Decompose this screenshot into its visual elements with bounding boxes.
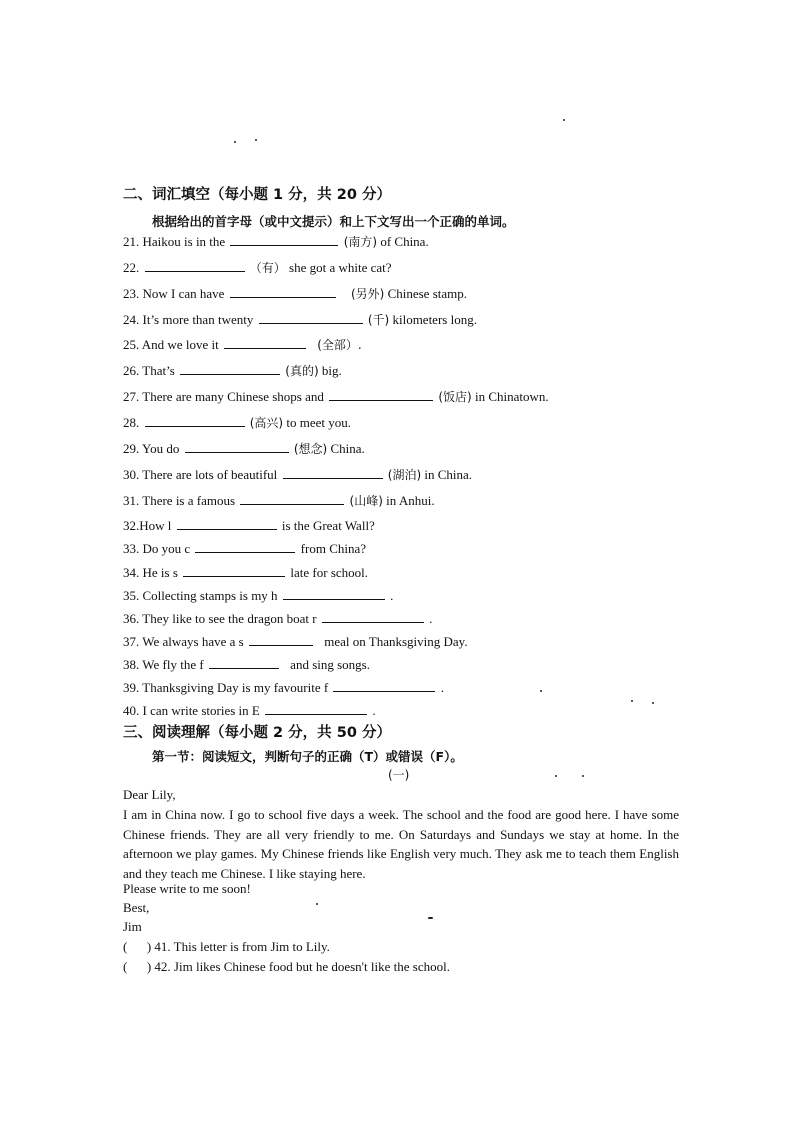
answer-blank[interactable] [145, 259, 245, 272]
question-23 [123, 285, 467, 303]
question-22 [123, 259, 392, 277]
question-text: . [429, 611, 433, 626]
question-text: 41. This letter is from Jim to Lily. [154, 939, 330, 954]
question-hint: (高兴) [249, 416, 284, 430]
question-text: . [440, 680, 444, 695]
question-text: kilometers long. [392, 312, 477, 327]
question-34 [123, 564, 368, 581]
section3-title: 三、阅读理解（每小题 2 分，共 50 分） [123, 725, 391, 741]
section2-instruction: 根据给出的首字母（或中文提示）和上下文写出一个正确的单词。 [152, 214, 515, 229]
answer-blank[interactable] [283, 466, 383, 479]
question-39 [123, 679, 444, 696]
question-text: of China. [380, 234, 429, 249]
answer-blank[interactable] [259, 311, 363, 324]
question-text: late for school. [290, 565, 369, 580]
letter-greeting: Dear Lily, [123, 787, 176, 802]
question-text: in Chinatown. [474, 389, 549, 404]
answer-blank[interactable] [322, 610, 424, 623]
question-text: 30. There are lots of beautiful [123, 467, 278, 482]
question-text: 35. Collecting stamps is my h [123, 588, 278, 603]
question-41 [123, 938, 330, 955]
section2-title: 二、词汇填空（每小题 1 分，共 20 分） [123, 187, 391, 203]
question-31 [123, 492, 435, 510]
answer-blank[interactable] [333, 679, 435, 692]
question-32 [123, 517, 375, 534]
question-hint: (真的) [285, 364, 319, 378]
question-text: 26. That’s [123, 363, 175, 378]
question-40 [123, 702, 376, 719]
question-33 [123, 540, 366, 557]
question-text: 40. I can write stories in E [123, 703, 260, 718]
question-hint: (湖泊) [387, 468, 422, 482]
question-text: . [390, 588, 394, 603]
question-text: 36. They like to see the dragon boat r [123, 611, 317, 626]
question-37 [123, 633, 468, 650]
scan-speck [563, 119, 565, 121]
answer-blank[interactable] [185, 440, 289, 453]
question-text: meal on Thanksgiving Day. [324, 634, 468, 649]
question-25 [123, 336, 362, 354]
letter-sign-off: Best, [123, 900, 150, 915]
question-text: to meet you. [286, 415, 352, 430]
question-text: in China. [424, 467, 473, 482]
question-text: 31. There is a famous [123, 493, 236, 508]
answer-blank[interactable] [224, 336, 306, 349]
letter-closing: Please write to me soon! [123, 881, 251, 896]
answer-blank[interactable] [249, 633, 313, 646]
question-text: and sing songs. [290, 657, 370, 672]
question-text: 29. You do [123, 441, 180, 456]
question-hint: (全部）. [317, 338, 362, 352]
question-text: . [372, 703, 376, 718]
question-text: 25. And we love it [123, 337, 219, 352]
question-42 [123, 958, 450, 975]
answer-blank[interactable] [177, 517, 277, 530]
question-28 [123, 414, 351, 432]
passage-number: (一) [388, 768, 410, 782]
answer-blank[interactable] [180, 362, 280, 375]
question-27 [123, 388, 549, 406]
scan-speck [555, 775, 557, 777]
answer-bracket[interactable]: ( ) [123, 939, 152, 954]
scan-speck [540, 690, 542, 692]
question-30 [123, 466, 472, 484]
scan-speck [316, 903, 318, 905]
answer-blank[interactable] [230, 233, 338, 246]
question-text: 39. Thanksgiving Day is my favourite f [123, 680, 329, 695]
question-text: in Anhui. [386, 493, 435, 508]
question-hint: (南方) [343, 235, 378, 249]
scan-speck [652, 702, 654, 704]
answer-blank[interactable] [145, 414, 245, 427]
answer-blank[interactable] [230, 285, 336, 298]
question-text: big. [321, 363, 342, 378]
answer-blank[interactable] [183, 564, 285, 577]
question-text: 23. Now I can have [123, 286, 225, 301]
scan-speck [428, 917, 433, 919]
question-text: she got a white cat? [289, 260, 392, 275]
letter-signature: Jim [123, 919, 142, 934]
section3-subtitle: 第一节：阅读短文，判断句子的正确（T）或错误（F）。 [152, 749, 463, 764]
scan-speck [631, 700, 633, 702]
question-text: 24. It’s more than twenty [123, 312, 254, 327]
answer-blank[interactable] [265, 702, 367, 715]
question-36 [123, 610, 432, 627]
question-24 [123, 311, 477, 329]
answer-blank[interactable] [329, 388, 433, 401]
question-text: is the Great Wall? [281, 518, 375, 533]
question-hint: (另外) [350, 287, 385, 301]
answer-blank[interactable] [209, 656, 279, 669]
question-text: 42. Jim likes Chinese food but he doesn't like the school. [154, 959, 450, 974]
question-hint: （有） [249, 261, 286, 275]
letter-body: I am in China now. I go to school five days a week. The school and the food are good here. I have some Chinese friends. They are all very friendly to me. On Saturdays and Sundays we stay at home. In the afternoon we play games. My Chinese friends like English very much. They ask me to teach them English and they teach me Chinese. I like staying here. [123, 807, 679, 881]
scan-speck [234, 141, 236, 143]
question-29 [123, 440, 365, 458]
question-text: 38. We fly the f [123, 657, 204, 672]
question-text: 27. There are many Chinese shops and [123, 389, 324, 404]
question-text: Chinese stamp. [387, 286, 467, 301]
question-text: from China? [300, 541, 367, 556]
question-text: 22. [123, 260, 140, 275]
question-hint: (饭店) [438, 390, 472, 404]
question-hint: (山峰) [349, 494, 383, 508]
answer-blank[interactable] [195, 540, 295, 553]
question-35 [123, 587, 393, 604]
question-text: 21. Haikou is in the [123, 234, 226, 249]
question-text: 32.How l [123, 518, 172, 533]
question-text: 33. Do you c [123, 541, 191, 556]
question-text: 34. He is s [123, 565, 178, 580]
scan-speck [582, 775, 584, 777]
question-text: 28. [123, 415, 140, 430]
question-21 [123, 233, 429, 251]
scan-speck [255, 139, 257, 141]
question-26 [123, 362, 342, 380]
answer-bracket[interactable]: ( ) [123, 959, 152, 974]
question-hint: (想念) [293, 442, 328, 456]
question-38 [123, 656, 370, 673]
question-text: 37. We always have a s [123, 634, 244, 649]
answer-blank[interactable] [283, 587, 385, 600]
question-hint: (千) [367, 313, 390, 327]
answer-blank[interactable] [240, 492, 344, 505]
question-text: China. [330, 441, 365, 456]
